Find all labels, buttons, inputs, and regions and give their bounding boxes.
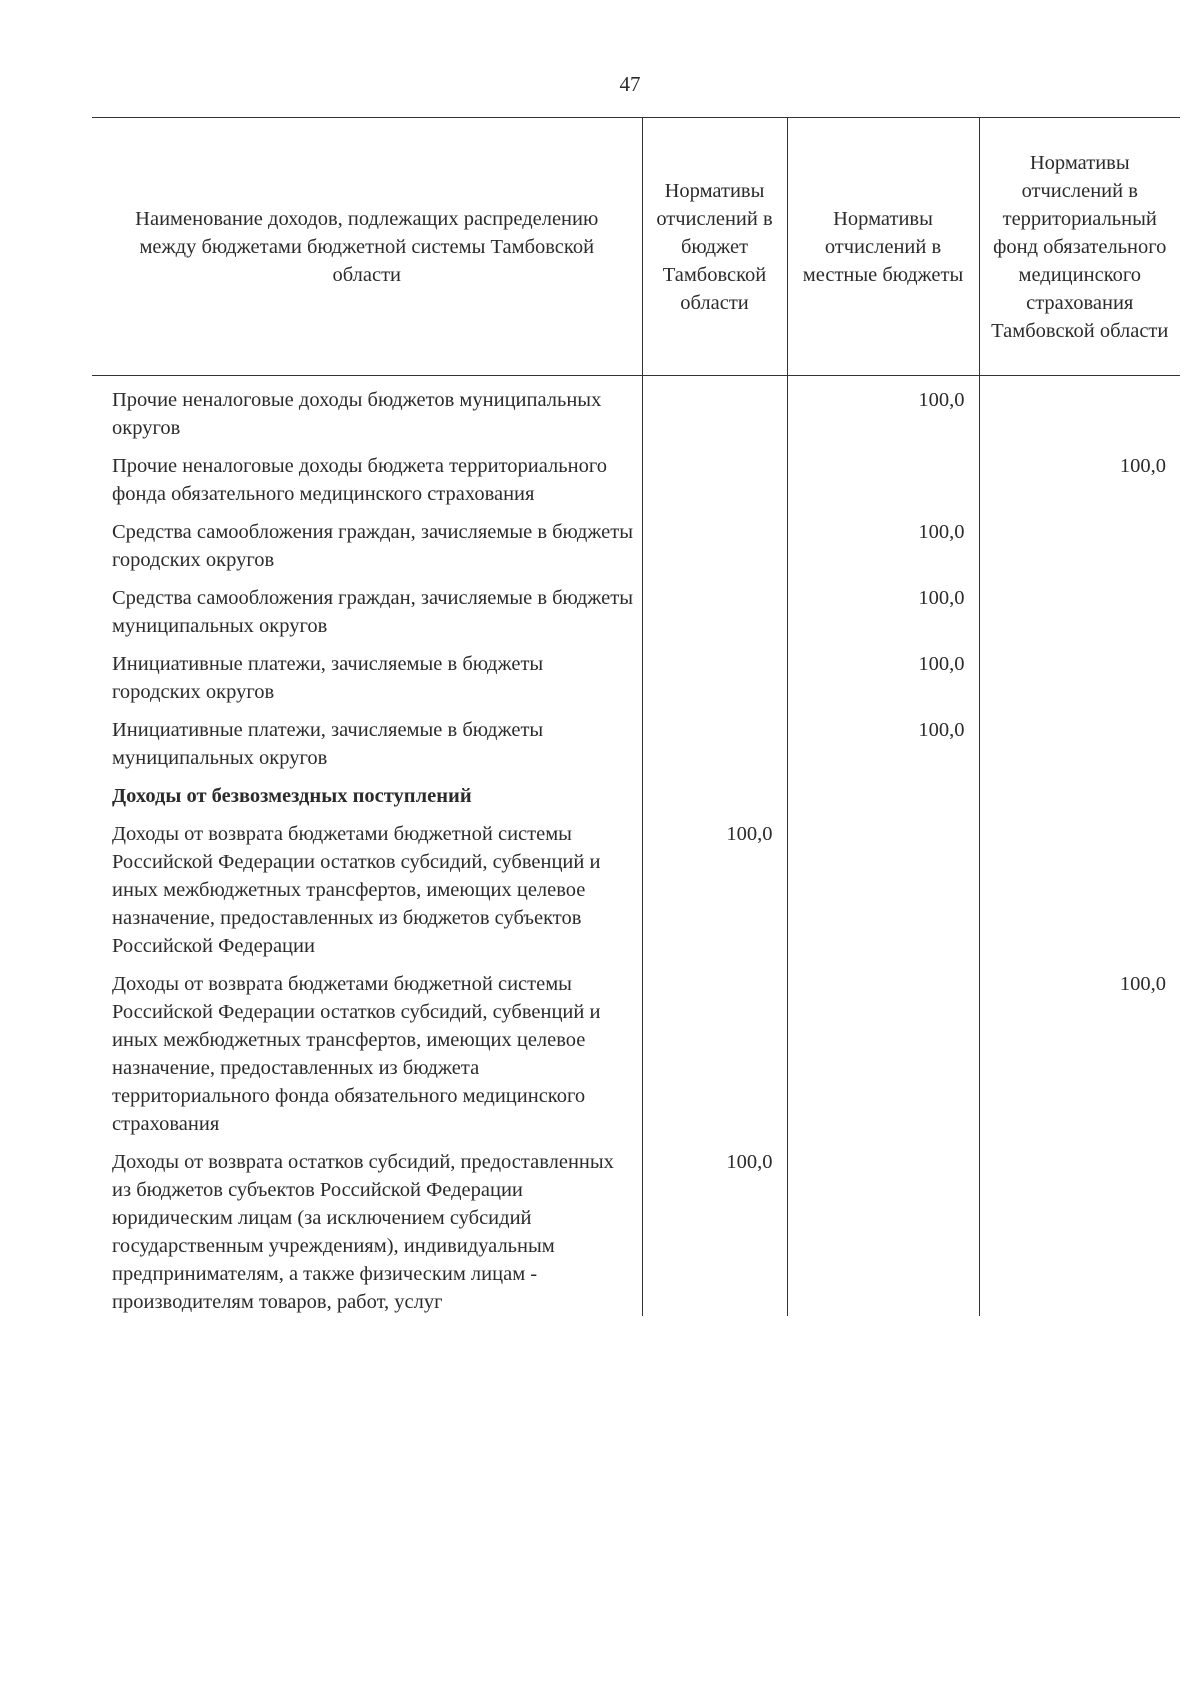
header-local-budgets: Нормативы отчислений в местные бюджеты [787,118,979,376]
local-value-cell: 100,0 [787,643,979,709]
revenue-name-cell: Средства самообложения граждан, зачисляемые в бюджеты городских округов [112,521,633,571]
table-row [92,577,1180,643]
revenue-name-cell: Прочие неналоговые доходы бюджета территориального фонда обязательного медицинского страхования [112,455,608,505]
local-value-cell [787,445,979,511]
fund-value-cell [979,577,1180,643]
table-row [92,813,1180,963]
fund-value-cell [979,643,1180,709]
header-revenue-name: Наименование доходов, подлежащих распределению между бюджетами бюджетной системы Тамбовской области [92,118,642,376]
regional-value-cell [642,445,787,511]
table-header-row [92,118,1180,376]
section-heading: Доходы от безвозмездных поступлений [112,785,472,807]
table-row [92,376,1180,446]
local-value-cell: 100,0 [787,709,979,775]
revenue-name-cell: Доходы от возврата остатков субсидий, предоставленных из бюджетов субъектов Российской Федерации юридическим лицам (за исключением субсидий государственным учреждениям), индивидуальным предпринимателям, а также физическим лицам - производителям товаров, работ, услуг [112,1151,614,1313]
table-row [92,709,1180,775]
local-value-cell [787,813,979,963]
revenue-distribution-table [92,117,1180,1316]
table-row [92,1141,1180,1316]
revenue-name-cell: Доходы от возврата бюджетами бюджетной системы Российской Федерации остатков субсидий, субвенций и иных межбюджетных трансфертов, имеющих целевое назначение, предоставленных из бюджетов субъектов Российской Федерации [112,823,601,957]
regional-value-cell [642,775,787,813]
table-row [92,511,1180,577]
revenue-name-cell: Инициативные платежи, зачисляемые в бюджеты муниципальных округов [112,719,544,769]
regional-value-cell: 100,0 [642,813,787,963]
regional-value-cell: 100,0 [642,1141,787,1316]
fund-value-cell [979,813,1180,963]
local-value-cell [787,775,979,813]
fund-value-cell [979,376,1180,446]
fund-value-cell [979,709,1180,775]
table-row [92,963,1180,1141]
header-medical-insurance-fund: Нормативы отчислений в территориальный фонд обязательного медицинского страхования Тамбовской области [979,118,1180,376]
revenue-name-cell: Доходы от возврата бюджетами бюджетной системы Российской Федерации остатков субсидий, субвенций и иных межбюджетных трансфертов, имеющих целевое назначение, предоставленных из бюджета территориального фонда обязательного медицинского страхования [112,973,601,1135]
table-row [92,643,1180,709]
regional-value-cell [642,511,787,577]
fund-value-cell [979,511,1180,577]
regional-value-cell [642,376,787,446]
local-value-cell: 100,0 [787,577,979,643]
local-value-cell: 100,0 [787,376,979,446]
section-heading-row [92,775,1180,813]
fund-value-cell: 100,0 [979,963,1180,1141]
local-value-cell: 100,0 [787,511,979,577]
page-number: 47 [619,72,641,96]
fund-value-cell: 100,0 [979,445,1180,511]
regional-value-cell [642,643,787,709]
fund-value-cell [979,775,1180,813]
fund-value-cell [979,1141,1180,1316]
regional-value-cell [642,709,787,775]
revenue-name-cell: Инициативные платежи, зачисляемые в бюджеты городских округов [112,653,544,703]
revenue-name-cell: Прочие неналоговые доходы бюджетов муниципальных округов [112,389,602,439]
local-value-cell [787,1141,979,1316]
header-regional-budget: Нормативы отчислений в бюджет Тамбовской области [642,118,787,376]
regional-value-cell [642,963,787,1141]
local-value-cell [787,963,979,1141]
table-row [92,445,1180,511]
revenue-name-cell: Средства самообложения граждан, зачисляемые в бюджеты муниципальных округов [112,587,633,637]
regional-value-cell [642,577,787,643]
